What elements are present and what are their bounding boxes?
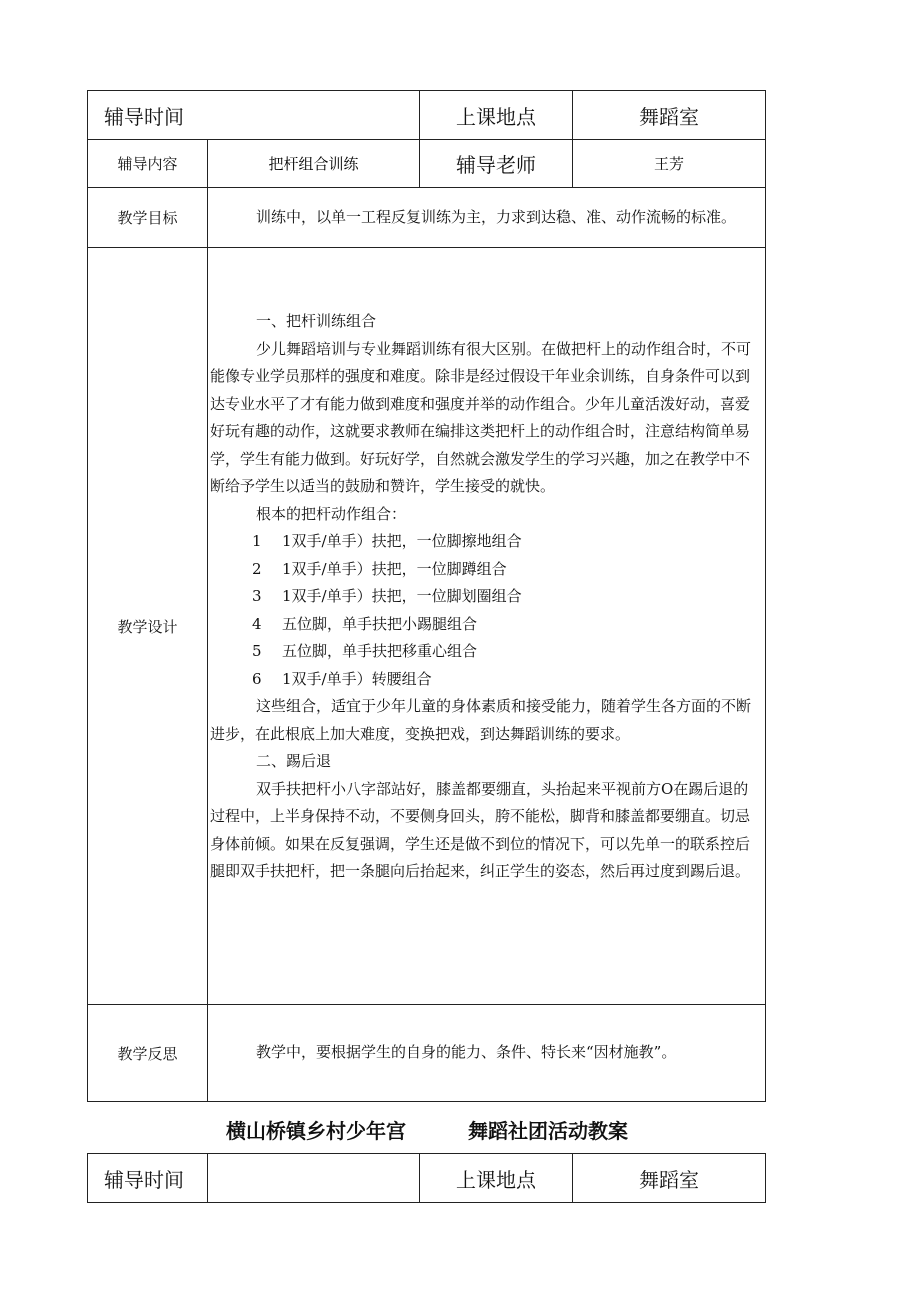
section-heading-1: 一、把杆训练组合 — [256, 312, 377, 330]
reflection-label: 教学反思 — [88, 1005, 208, 1102]
list-item: 3 1双手/单手）扶把，一位脚划圈组合 — [252, 587, 522, 605]
reflection-text: 教学中，要根据学生的自身的能力、条件、特长来“因材施教”。 — [256, 1043, 677, 1062]
time-label: 辅导时间 — [88, 1154, 208, 1203]
title-plan: 舞蹈社团活动教案 — [468, 1119, 628, 1143]
goal-text: 训练中，以单一工程反复训练为主，力求到达稳、准、动作流畅的标准。 — [256, 207, 737, 226]
goal-cell — [208, 188, 766, 248]
teacher-label: 辅导老师 — [420, 140, 573, 188]
content-value: 把杆组合训练 — [208, 140, 420, 188]
place-value: 舞蹈室 — [573, 91, 766, 140]
list-item: 2 1双手/单手）扶把，一位脚蹲组合 — [252, 559, 507, 578]
place-value: 舞蹈室 — [573, 1154, 766, 1203]
time-value — [208, 1154, 420, 1203]
combo-list — [210, 528, 763, 693]
place-label: 上课地点 — [420, 1154, 573, 1203]
design-row — [88, 248, 766, 1005]
paragraph-kick: 双手扶把杆小八字部站好，膝盖都要绷直，头抬起来平视前方O在踢后退的过程中，上半身保持不动，不要侧身回头，胯不能松，脚背和膝盖都要绷直。切忌身体前倾。如果在反复强调，学生还是做不到位的情况下，可以先单一的联系控后腿即双手扶把杆，把一条腿向后抬起来，纠正学生的姿态，然后再过度到踢后退。 — [210, 779, 751, 880]
goal-label: 教学目标 — [88, 188, 208, 248]
design-label: 教学设计 — [88, 248, 208, 1005]
lesson-table — [87, 90, 766, 1102]
content-label: 辅导内容 — [88, 140, 208, 188]
list-item: 5 五位脚，单手扶把移重心组合 — [252, 642, 478, 660]
reflection-cell — [208, 1005, 766, 1102]
teacher-value: 王芳 — [573, 140, 766, 188]
list-item: 1 1双手/单手）扶把，一位脚擦地组合 — [252, 532, 522, 550]
time-label: 辅导时间 — [88, 91, 420, 140]
combo-heading: 根本的把杆动作组合： — [256, 504, 407, 523]
place-label: 上课地点 — [420, 91, 573, 140]
title-org: 横山桥镇乡村少年宫 — [226, 1119, 406, 1143]
list-item: 6 1双手/单手）转腰组合 — [252, 669, 432, 688]
content-teacher-row — [88, 140, 766, 188]
time-place-row — [88, 91, 766, 140]
reflection-row — [88, 1005, 766, 1102]
lesson-table-2 — [87, 1153, 766, 1203]
section-heading-2: 二、踢后退 — [256, 752, 332, 770]
paragraph-intro: 少儿舞蹈培训与专业舞蹈训练有很大区别。在做把杆上的动作组合时，不可能像专业学员那样的强度和难度。除非是经过假设干年业余训练，自身条件可以到达专业水平了才有能力做到难度和强度并举的动作组合。少年儿童活泼好动，喜爱好玩有趣的动作，这就要求教师在编排这类把杆上的动作组合时，注意结构简单易学，学生有能力做到。好玩好学，自然就会激发学生的学习兴趣，加之在教学中不断给予学生以适当的鼓励和赞许，学生接受的就快。 — [210, 339, 752, 495]
design-cell — [208, 248, 766, 1005]
time-place-row — [88, 1154, 766, 1203]
paragraph-summary: 这些组合，适宜于少年儿童的身体素质和接受能力，随着学生各方面的不断进步，在此根底上加大难度，变换把戏，到达舞蹈训练的要求。 — [210, 697, 752, 743]
list-item: 4 五位脚，单手扶把小踢腿组合 — [252, 614, 478, 633]
goal-row — [88, 188, 766, 248]
